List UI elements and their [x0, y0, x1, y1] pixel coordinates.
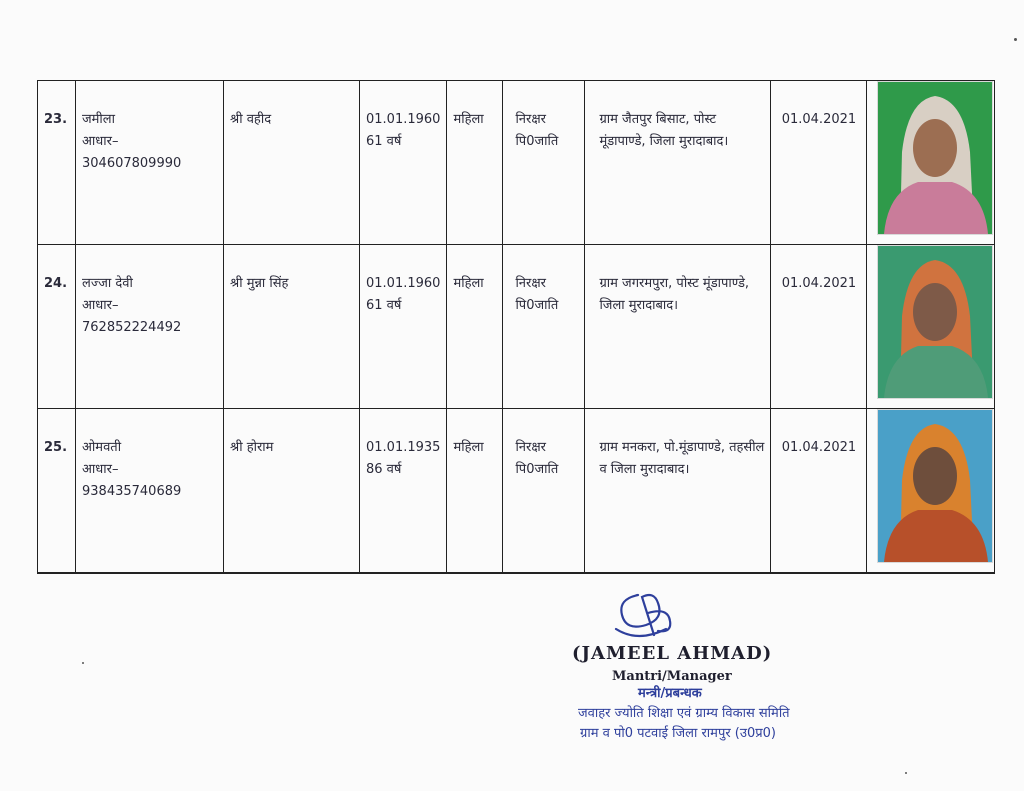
registration-date: 01.04.2021 [781, 112, 857, 127]
photo-cell [867, 409, 995, 574]
guardian-cell [224, 409, 360, 574]
serial-cell [38, 409, 76, 574]
gender: महिला [453, 276, 484, 291]
date-cell [771, 81, 867, 245]
handwritten-signature [608, 585, 688, 647]
stamp-address: ग्राम व पो0 पटवाई जिला रामपुर (उ0प्र0) [580, 726, 776, 741]
table-row [38, 245, 995, 409]
name-cell [76, 245, 224, 409]
beneficiary-table [37, 80, 995, 574]
beneficiary-name: लज्जा देवी [82, 276, 133, 291]
gender-cell [447, 81, 503, 245]
serial-number: 23. [44, 112, 68, 127]
address: ग्राम जगरमपुरा, पोस्ट मूंडापाण्डे, जिला मुरादाबाद। [599, 276, 750, 313]
dob-cell [360, 245, 447, 409]
portrait-image [878, 246, 992, 398]
date-of-birth: 01.01.1935 [366, 440, 441, 455]
serial-number: 24. [44, 276, 68, 291]
address-cell [585, 81, 771, 245]
serial-number: 25. [44, 440, 68, 455]
education-cell [503, 81, 585, 245]
guardian-name: श्री होराम [230, 440, 274, 455]
stamp-organization: जवाहर ज्योति शिक्षा एवं ग्राम्य विकास समिति [578, 706, 790, 721]
education-status: निरक्षर [515, 112, 546, 127]
table-body [38, 81, 995, 574]
caste-category: पि0जाति [515, 134, 559, 149]
table-row [38, 409, 995, 574]
beneficiary-photo [877, 81, 993, 235]
photo-cell [867, 81, 995, 245]
signatory-title: Mantri/Manager [612, 669, 732, 684]
photo-cell [867, 245, 995, 409]
age: 61 वर्ष [366, 134, 402, 149]
name-cell [76, 81, 224, 245]
registration-date: 01.04.2021 [781, 276, 857, 291]
signatory-name: (JAMEEL AHMAD) [572, 643, 773, 664]
portrait-image [878, 82, 992, 234]
beneficiary-name: ओमवती [82, 440, 122, 455]
address: ग्राम जैतपुर बिसाट, पोस्ट मूंडापाण्डे, जिला मुरादाबाद। [599, 112, 729, 149]
aadhaar-number: आधार–304607809990 [82, 134, 182, 171]
age: 61 वर्ष [366, 298, 402, 313]
date-of-birth: 01.01.1960 [366, 276, 441, 291]
address-cell [585, 409, 771, 574]
guardian-cell [224, 245, 360, 409]
education-cell [503, 409, 585, 574]
education-status: निरक्षर [515, 276, 546, 291]
gender: महिला [453, 112, 484, 127]
dob-cell [360, 409, 447, 574]
scan-speck [82, 662, 84, 664]
beneficiary-photo [877, 245, 993, 399]
caste-category: पि0जाति [515, 298, 559, 313]
gender-cell [447, 409, 503, 574]
registration-date: 01.04.2021 [781, 440, 857, 455]
name-cell [76, 409, 224, 574]
table-row [38, 81, 995, 245]
dob-cell [360, 81, 447, 245]
date-of-birth: 01.01.1960 [366, 112, 441, 127]
education-cell [503, 245, 585, 409]
beneficiary-name: जमीला [82, 112, 115, 127]
address: ग्राम मनकरा, पो.मूंडापाण्डे, तहसील व जिला मुरादाबाद। [599, 440, 765, 477]
serial-cell [38, 81, 76, 245]
age: 86 वर्ष [366, 462, 402, 477]
date-cell [771, 245, 867, 409]
stamp-title: मन्त्री/प्रबन्धक [638, 686, 702, 701]
caste-category: पि0जाति [515, 462, 559, 477]
aadhaar-number: आधार–938435740689 [82, 462, 182, 499]
serial-cell [38, 245, 76, 409]
aadhaar-number: आधार–762852224492 [82, 298, 182, 335]
gender-cell [447, 245, 503, 409]
date-cell [771, 409, 867, 574]
beneficiary-photo [877, 409, 993, 563]
scan-speck [905, 772, 907, 774]
scan-speck [1014, 38, 1017, 41]
address-cell [585, 245, 771, 409]
guardian-cell [224, 81, 360, 245]
guardian-name: श्री वहीद [230, 112, 272, 127]
education-status: निरक्षर [515, 440, 546, 455]
gender: महिला [453, 440, 484, 455]
portrait-image [878, 410, 992, 562]
guardian-name: श्री मुन्ना सिंह [230, 276, 289, 291]
